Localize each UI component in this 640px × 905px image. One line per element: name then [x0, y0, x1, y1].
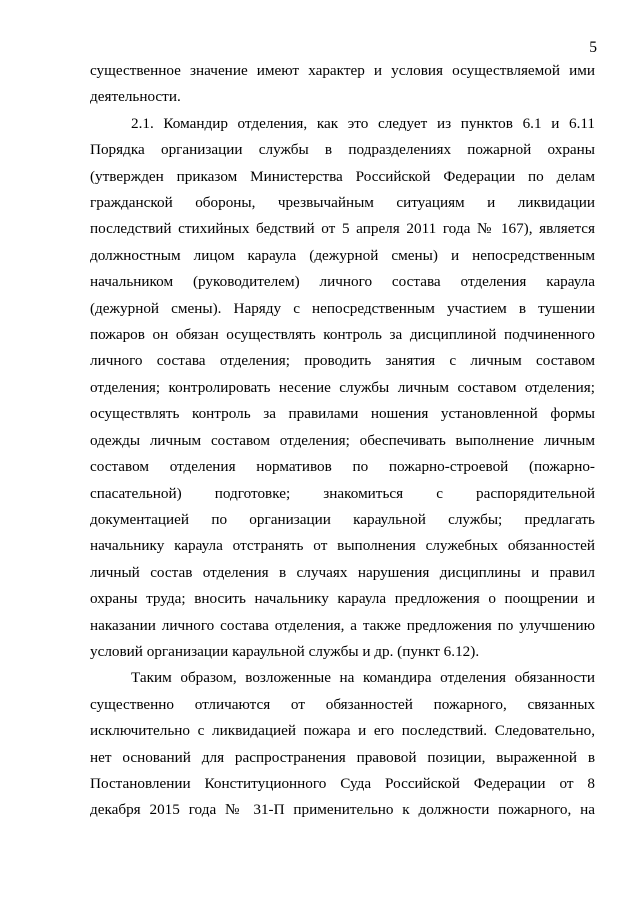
text-line: наказании личного состава отделения, а также предложения по улучшению — [90, 616, 595, 634]
text-line: Постановлении Конституционного Суда Российской Федерации от 8 — [90, 774, 595, 792]
text-line: спасательной) подготовке; знакомиться с распорядительной — [90, 484, 595, 502]
text-line: личный состав отделения в случаях нарушения дисциплины и правил — [90, 563, 595, 581]
text-line: существенно отличаются от обязанностей пожарного, связанных — [90, 695, 595, 713]
text-line: последствий стихийных бедствий от 5 апреля 2011 года № 167), является — [90, 220, 595, 238]
text-line: охраны труда; вносить начальнику караула предложения о поощрении и — [90, 590, 595, 608]
text-line: существенное значение имеют характер и условия осуществляемой ими — [90, 62, 595, 79]
text-line: декабря 2015 года № 31-П применительно к должности пожарного, на — [90, 801, 595, 819]
text-line: исключительно с ликвидацией пожара и его последствий. Следовательно, — [90, 722, 595, 740]
text-line: должностным лицом караула (дежурной смены) и непосредственным — [90, 246, 595, 264]
paragraph — [90, 58, 595, 111]
text-line: Таким образом, возложенные на командира отделения обязанности — [131, 669, 595, 687]
text-line: Порядка организации службы в подразделениях пожарной охраны — [90, 141, 595, 159]
paragraph — [90, 111, 595, 666]
text-line: начальнику караула отстранять от выполнения служебных обязанностей — [90, 537, 595, 555]
text-line: нет оснований для распространения правовой позиции, выраженной в — [90, 748, 595, 766]
text-line: документацией по организации караульной службы; предлагать — [90, 510, 595, 528]
text-line: составом отделения нормативов по пожарно-строевой (пожарно- — [90, 458, 595, 476]
paragraph — [90, 665, 595, 823]
text-line: пожаров он обязан осуществлять контроль за дисциплиной подчиненного — [90, 326, 595, 344]
text-line: начальником (руководителем) личного состава отделения караула — [90, 273, 595, 291]
text-line: осуществлять контроль за правилами ношения установленной формы — [90, 405, 595, 423]
text-line: условий организации караульной службы и др. (пункт 6.12). — [90, 642, 480, 660]
page-number: 5 — [589, 39, 597, 56]
text-line: деятельности. — [90, 88, 181, 106]
text-line: отделения; контролировать несение службы личным составом отделения; — [90, 378, 595, 396]
text-line: личного состава отделения; проводить занятия с личным составом — [90, 352, 595, 370]
text-line: 2.1. Командир отделения, как это следует из пунктов 6.1 и 6.11 — [131, 114, 595, 132]
text-line: (утвержден приказом Министерства Российской Федерации по делам — [90, 167, 595, 185]
text-line: (дежурной смены). Наряду с непосредственным участием в тушении — [90, 299, 595, 317]
document-body — [90, 58, 595, 824]
text-line: гражданской обороны, чрезвычайным ситуациям и ликвидации — [90, 194, 595, 212]
text-line: одежды личным составом отделения; обеспечивать выполнение личным — [90, 431, 595, 449]
